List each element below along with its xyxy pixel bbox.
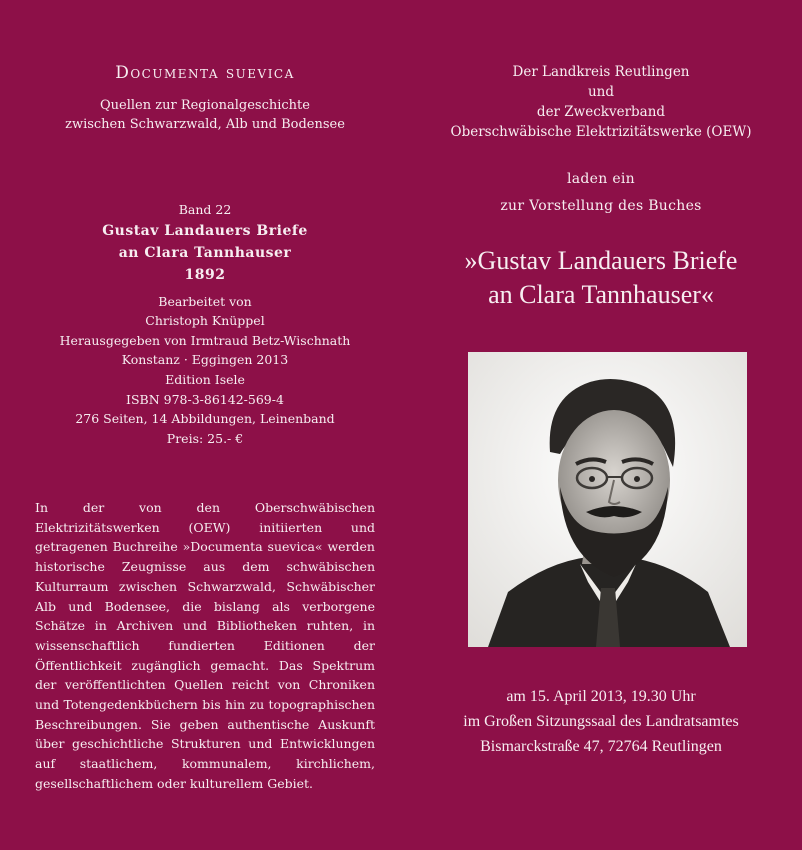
portrait-photo <box>468 352 747 647</box>
series-subtitle-line-2: zwischen Schwarzwald, Alb und Bodensee <box>65 117 345 132</box>
price: Preis: 25.- € <box>166 430 244 446</box>
invite-line-1: laden ein <box>566 171 636 187</box>
host-line-1: Der Landkreis Reutlingen <box>512 64 690 80</box>
event-address: Bismarckstraße 47, 72764 Reutlingen <box>480 738 722 755</box>
host-line-4: Oberschwäbische Elektrizitätswerke (OEW) <box>450 124 752 140</box>
invite-line-2: zur Vorstellung des Buches <box>500 198 702 214</box>
isbn: ISBN 978-3-86142-569-4 <box>126 391 284 407</box>
book-title-line-1: Gustav Landauers Briefe <box>102 222 308 239</box>
editor-name: Christoph Knüppel <box>145 313 265 329</box>
event-details <box>416 684 786 759</box>
portrait-icon <box>468 352 747 647</box>
place-year: Konstanz · Eggingen 2013 <box>121 352 289 368</box>
series-subtitle-line-1: Quellen zur Regionalgeschichte <box>100 98 310 113</box>
event-book-title <box>416 244 786 312</box>
host-line-3: der Zweckverband <box>536 104 666 120</box>
invitation <box>416 166 786 220</box>
page-count: 276 Seiten, 14 Abbildungen, Leinenband <box>75 411 335 427</box>
publisher-line: Herausgegeben von Irmtraud Betz-Wischnath <box>59 332 351 348</box>
series-title: Documenta suevica <box>115 63 295 83</box>
event-date-time: am 15. April 2013, 19.30 Uhr <box>506 688 696 705</box>
edition-name: Edition Isele <box>165 371 245 387</box>
event-title-line-1: »Gustav Landauers Briefe <box>464 246 738 275</box>
host-line-2: und <box>587 84 615 100</box>
event-title-line-2: an Clara Tannhauser« <box>488 280 714 309</box>
book-title-line-2: an Clara Tannhauser <box>118 244 292 261</box>
event-venue: im Großen Sitzungssaal des Landratsamtes <box>463 713 739 730</box>
series-subtitle <box>30 96 380 134</box>
volume-label: Band 22 <box>178 202 232 217</box>
hosts <box>416 62 786 142</box>
book-year: 1892 <box>184 266 226 283</box>
book-details <box>30 200 380 448</box>
edited-label: Bearbeitet von <box>158 293 252 309</box>
intro-paragraph: In der von den Oberschwäbischen Elektrizitätswerken (OEW) initiierten und getragenen Buchreihe »Documenta suevica« werden historische Zeugnisse aus dem schwäbischen Kulturraum zwischen Schwarzwald, Schwäbischer Alb und Bodensee, die bislang als verborgene Schätze in Archiven und Bibliotheken ruhten, in wissenschaftlich fundierten Editionen der Öffentlichkeit zugänglich gemacht. Das Spektrum der veröffentlichten Quellen reicht von Chroniken und Totengedenkbüchern bis hin zu topographischen Beschreibungen. Sie geben authentische Auskunft über geschichtliche Strukturen und Entwicklungen auf staatlichem, kommunalem, kirchlichem, gesellschaftlichem oder kulturellem Gebiet. <box>35 500 375 791</box>
